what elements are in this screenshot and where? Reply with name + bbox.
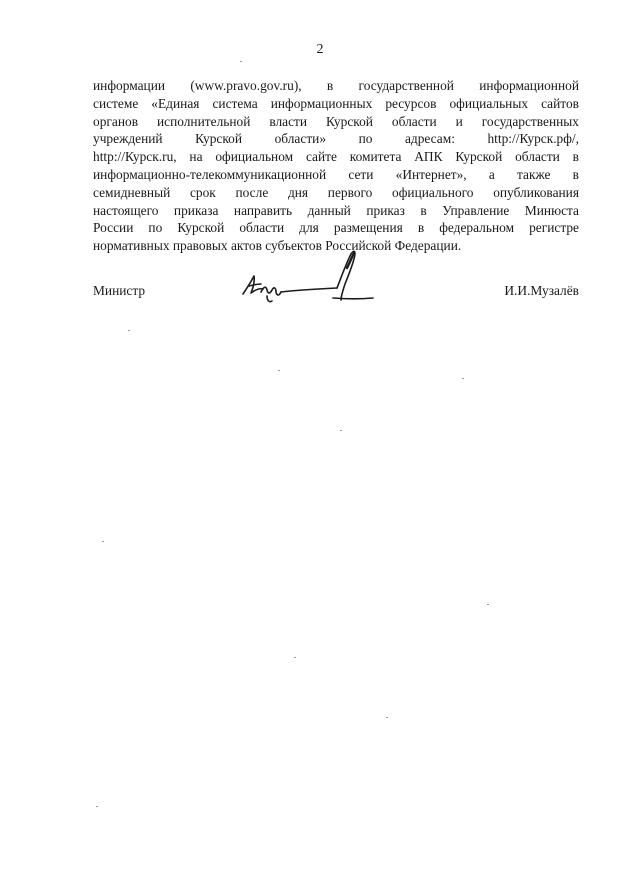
scan-speck bbox=[102, 541, 104, 542]
scan-speck bbox=[278, 370, 280, 371]
scan-speck bbox=[240, 61, 242, 62]
scan-speck bbox=[128, 330, 130, 331]
signatory-title: Министр bbox=[93, 283, 146, 298]
body-line: нормативных правовых актов субъектов Российской Федерации. bbox=[93, 238, 462, 254]
scan-speck bbox=[386, 717, 388, 718]
scan-speck bbox=[462, 378, 464, 379]
scan-speck bbox=[340, 430, 342, 431]
scan-speck bbox=[96, 806, 98, 807]
handwritten-signature bbox=[237, 248, 377, 308]
signatory-name: И.И.Музалёв bbox=[504, 283, 579, 298]
body-line: России по Курской области для размещения в федеральном регистре bbox=[93, 220, 579, 236]
body-line: настоящего приказа направить данный приказ в Управление Минюста bbox=[93, 202, 579, 218]
scan-speck bbox=[294, 657, 296, 658]
body-line: http://Курск.ru, на официальном сайте комитета АПК Курской области в bbox=[93, 149, 579, 165]
page-number: 2 bbox=[316, 42, 324, 57]
body-line: учреждений Курской области» по адресам: http://Курск.рф/, bbox=[93, 131, 579, 147]
body-line: семидневный срок после дня первого официального опубликования bbox=[93, 184, 579, 200]
body-paragraph bbox=[93, 77, 579, 255]
body-line: системе «Единая система информационных ресурсов официальных сайтов bbox=[93, 95, 579, 111]
scan-speck bbox=[487, 604, 489, 605]
body-line: органов исполнительной власти Курской области и государственных bbox=[93, 113, 579, 129]
body-line: информационно-телекоммуникационной сети «Интернет», а также в bbox=[93, 166, 579, 182]
body-line: информации (www.pravo.gov.ru), в государственной информационной bbox=[93, 78, 579, 93]
